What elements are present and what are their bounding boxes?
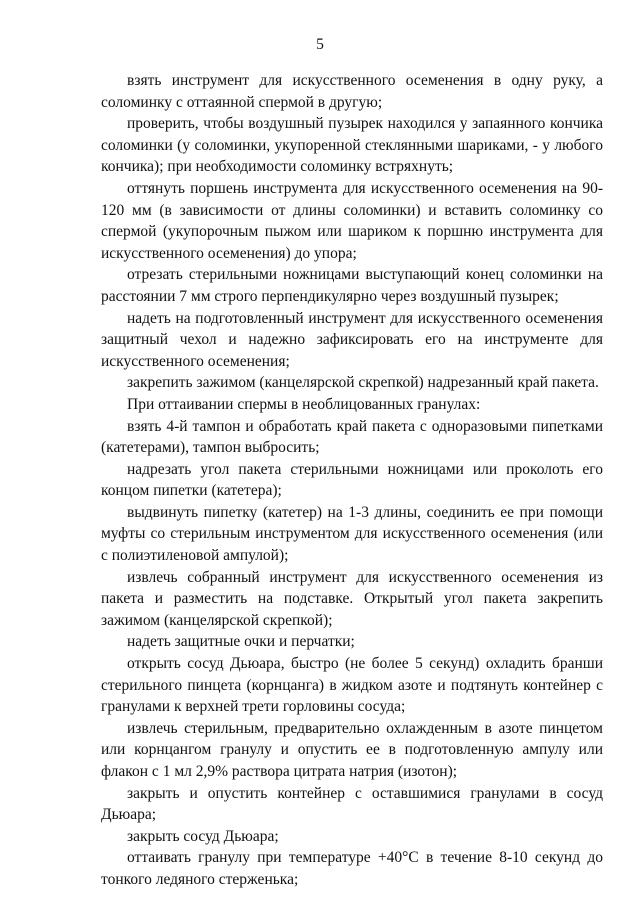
section-heading: При оттаивании спермы в необлицованных гранулах: <box>127 395 481 413</box>
paragraph: оттянуть поршень инструмента для искусственного осеменения на 90-120 мм (в зависимости от длины соломинки) и вставить соломинку со спермой (укупорочным пыжом или шариком к поршню инструмента для искусственного осеменения) до упора; <box>101 179 603 262</box>
paragraph: закрыть сосуд Дьюара; <box>127 827 279 845</box>
paragraph: выдвинуть пипетку (катетер) на 1-3 длины, соединить ее при помощи муфты со стерильным инструментом для искусственного осеменения (или с полиэтиленовой ампулой); <box>101 503 603 565</box>
paragraph: закрыть и опустить контейнер с оставшимися гранулами в сосуд Дьюара; <box>101 784 603 824</box>
paragraph: извлечь собранный инструмент для искусственного осеменения из пакета и разместить на подставке. Открытый угол пакета закрепить зажимом (канцелярской скрепкой); <box>101 568 603 629</box>
paragraph: взять 4-й тампон и обработать край пакета с одноразовыми пипетками (катетерами), тампон выбросить; <box>101 417 603 457</box>
paragraph: извлечь стерильным, предварительно охлажденным в азоте пинцетом или корнцангом гранулу и опустить ее в подготовленную ампулу или флакон с 1 мл 2,9% раствора цитрата натрия (изотон); <box>101 719 603 780</box>
paragraph: взять инструмент для искусственного осеменения в одну руку, а соломинку с оттаянной спермой в другую; <box>101 72 603 111</box>
paragraph: проверить, чтобы воздушный пузырек находился у запаянного кончика соломинки (у соломинки, укупоренной стеклянными шариками, - у любого кончика); при необходимости соломинку встряхнуть; <box>101 115 603 176</box>
paragraph: оттаивать гранулу при температуре +40°С в течение 8-10 секунд до тонкого ледяного стерженька; <box>101 849 603 888</box>
page-number: 5 <box>316 36 324 53</box>
paragraph: открыть сосуд Дьюара, быстро (не более 5 секунд) охладить бранши стерильного пинцета (корнцанга) в жидком азоте и подтянуть контейнер с гранулами к верхней трети горловины сосуда; <box>101 655 603 716</box>
paragraph: надеть на подготовленный инструмент для искусственного осеменения защитный чехол и надежно зафиксировать его на инструменте для искусственного осеменения; <box>101 309 603 370</box>
paragraph: закрепить зажимом (канцелярской скрепкой) надрезанный край пакета. <box>127 374 599 392</box>
paragraph: надеть защитные очки и перчатки; <box>127 633 355 651</box>
paragraph: отрезать стерильными ножницами выступающий конец соломинки на расстоянии 7 мм строго перпендикулярно через воздушный пузырек; <box>101 266 603 305</box>
document-body <box>101 70 603 891</box>
paragraph: надрезать угол пакета стерильными ножницами или проколоть его концом пипетки (катетера); <box>101 460 603 500</box>
